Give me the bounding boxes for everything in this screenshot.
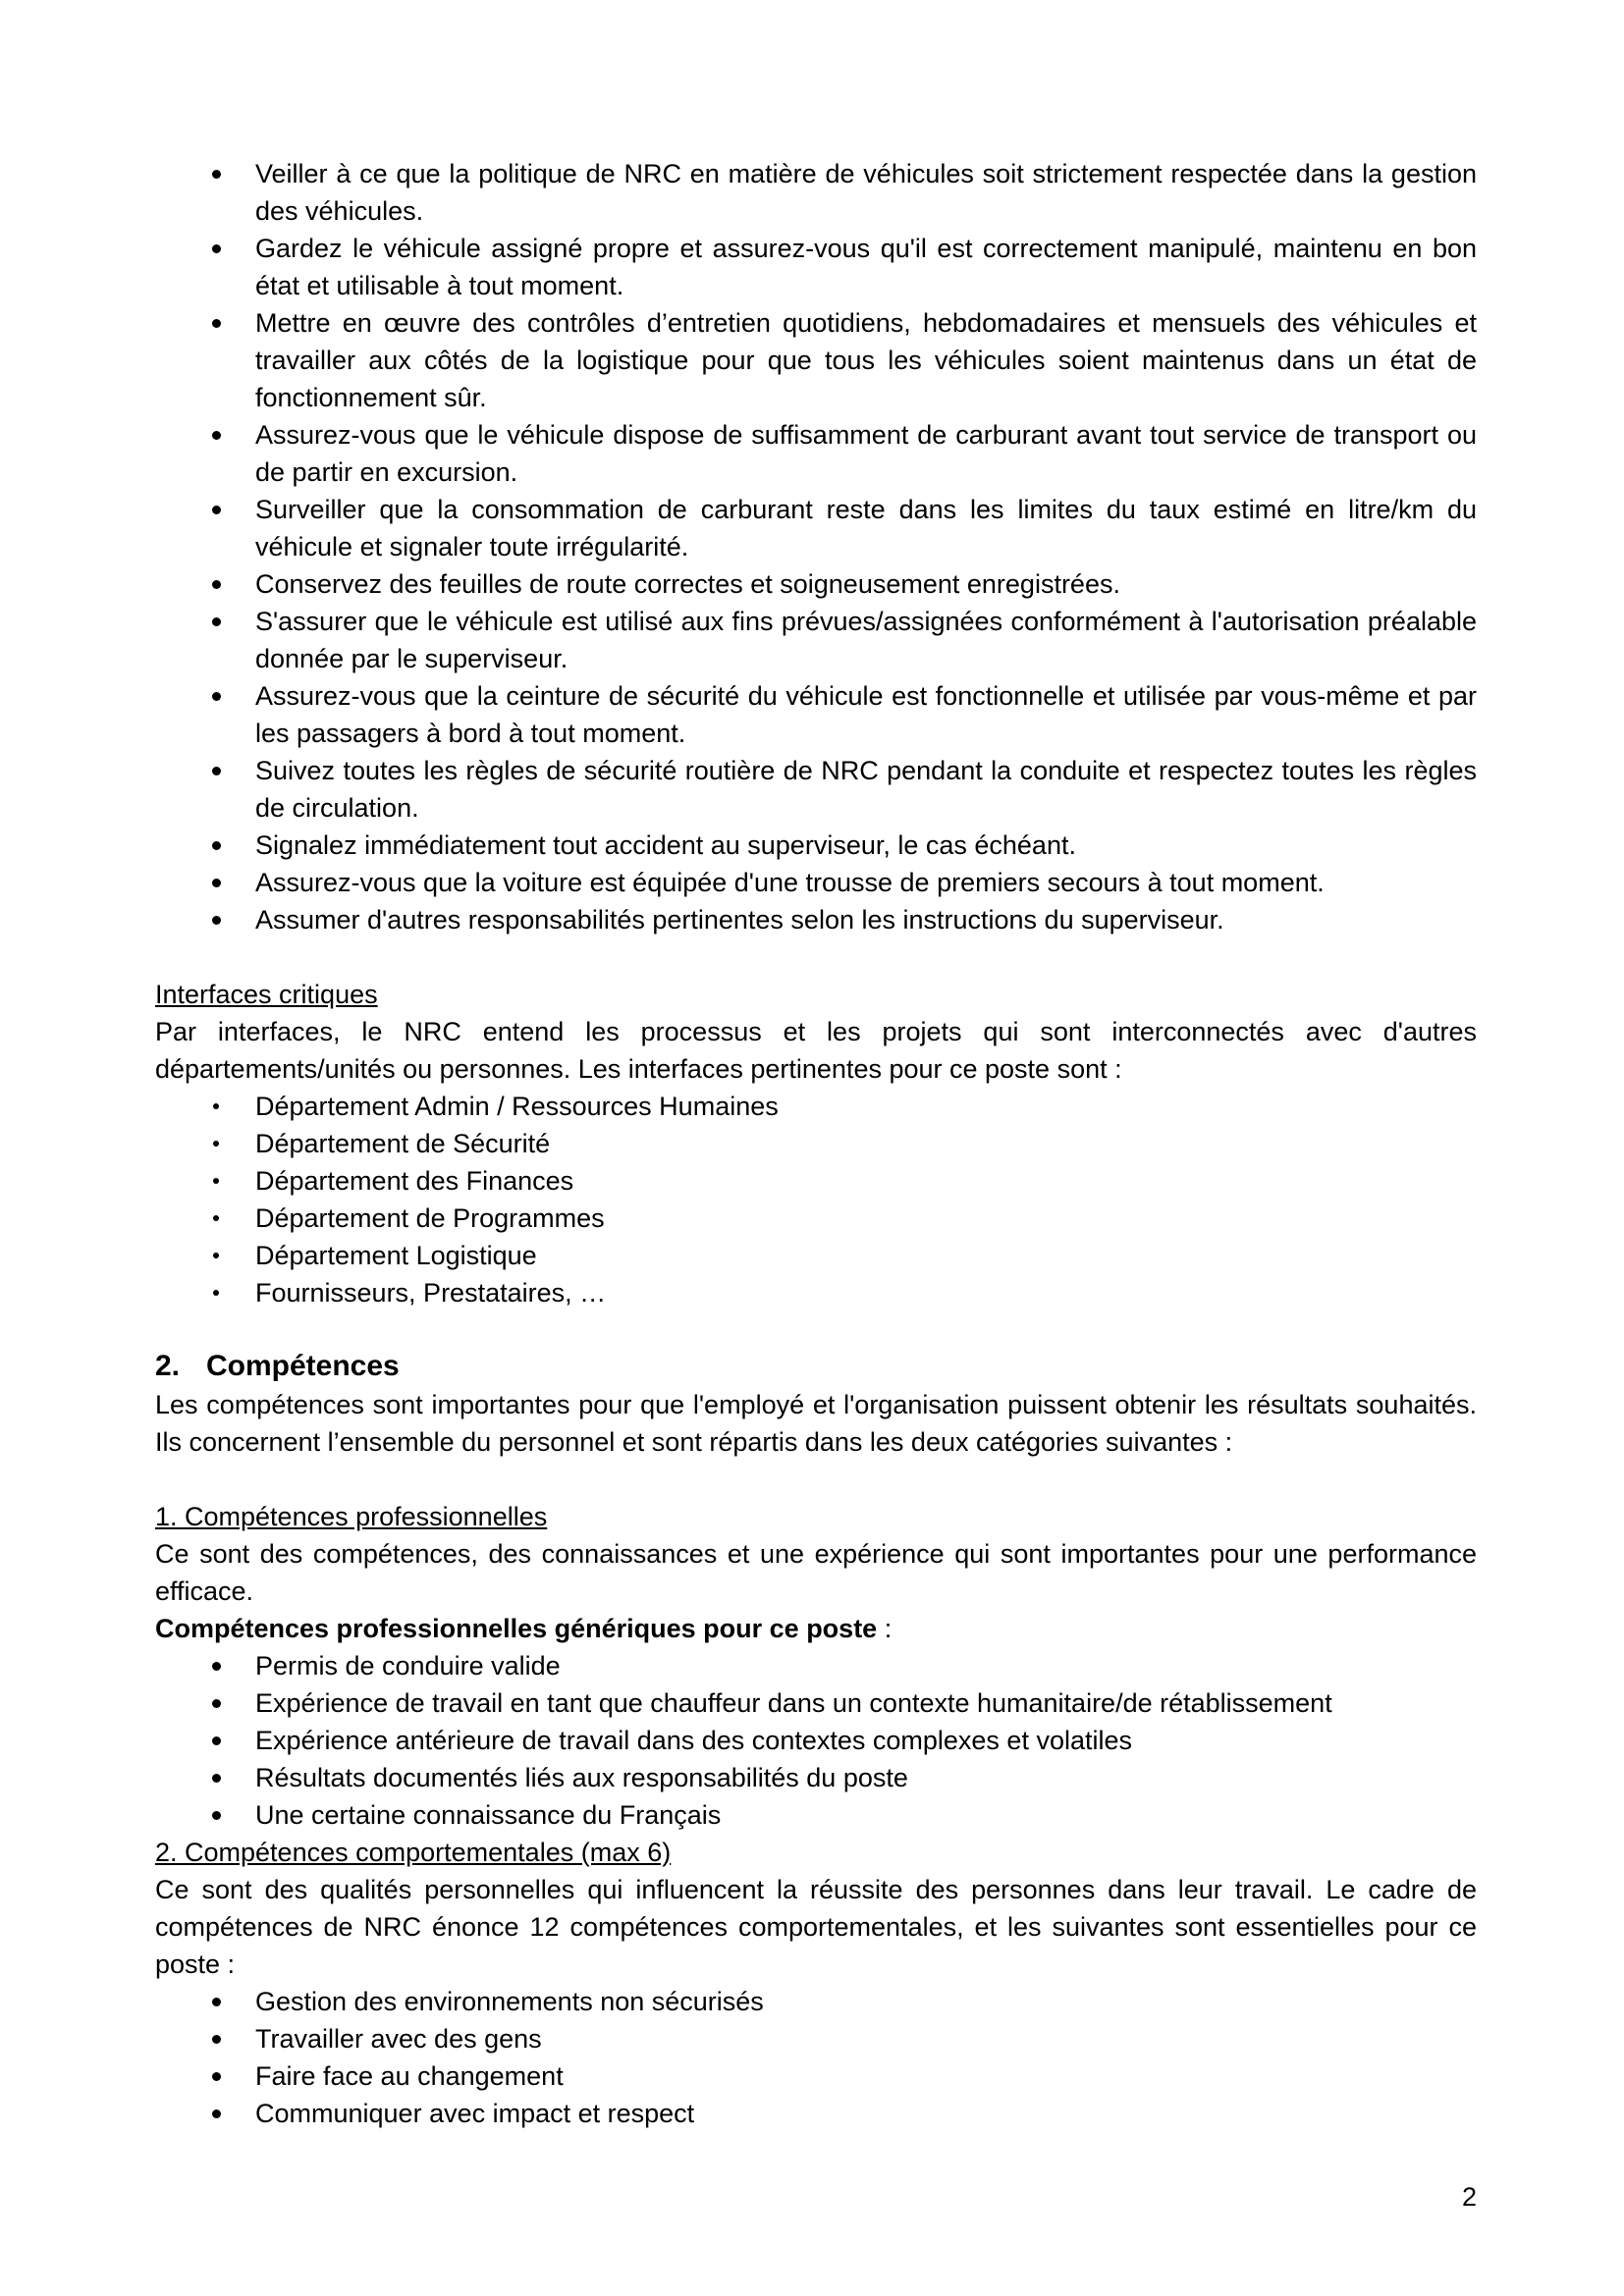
interfaces-list bbox=[155, 1088, 1477, 1311]
bullet-icon bbox=[212, 431, 221, 440]
bullet-icon bbox=[213, 1178, 219, 1184]
list-item: Assumer d'autres responsabilités pertinentes selon les instructions du superviseur. bbox=[155, 901, 1477, 938]
responsibilities-list bbox=[155, 155, 1477, 938]
list-item: Assurez-vous que la voiture est équipée d'une trousse de premiers secours à tout moment. bbox=[155, 864, 1477, 901]
bullet-icon bbox=[212, 319, 221, 328]
interfaces-heading: Interfaces critiques bbox=[155, 980, 378, 1009]
bullet-icon bbox=[213, 1103, 219, 1109]
bullet-icon bbox=[212, 767, 221, 775]
bullet-icon bbox=[212, 692, 221, 701]
behavioural-heading: 2. Compétences comportementales (max 6) bbox=[155, 1838, 672, 1867]
list-item: Département de Sécurité bbox=[155, 1125, 1477, 1162]
bullet-icon bbox=[212, 1811, 221, 1820]
bullet-icon bbox=[212, 841, 221, 850]
bullet-icon bbox=[213, 1215, 219, 1221]
list-item: Travailler avec des gens bbox=[155, 2020, 1477, 2057]
bullet-icon bbox=[212, 244, 221, 253]
bullet-icon bbox=[212, 2072, 221, 2081]
list-item: Conservez des feuilles de route correctes et soigneusement enregistrées. bbox=[155, 565, 1477, 603]
list-item: Département Logistique bbox=[155, 1237, 1477, 1274]
document-body bbox=[155, 155, 1477, 2132]
list-item: Une certaine connaissance du Français bbox=[155, 1796, 1477, 1834]
list-item: Expérience antérieure de travail dans des contextes complexes et volatiles bbox=[155, 1722, 1477, 1759]
behavioural-list bbox=[155, 1983, 1477, 2132]
bullet-icon bbox=[213, 1290, 219, 1296]
list-item: Assurez-vous que la ceinture de sécurité du véhicule est fonctionnelle et utilisée par vous-même et par les passagers à bord à tout moment. bbox=[155, 677, 1477, 752]
bullet-icon bbox=[213, 1141, 219, 1147]
spacer bbox=[155, 1461, 1477, 1498]
list-item: Permis de conduire valide bbox=[155, 1647, 1477, 1684]
professional-list bbox=[155, 1647, 1477, 1834]
list-item: Communiquer avec impact et respect bbox=[155, 2095, 1477, 2132]
bullet-icon bbox=[212, 1662, 221, 1671]
spacer bbox=[155, 1311, 1477, 1347]
bullet-icon bbox=[212, 2035, 221, 2044]
list-item: Gardez le véhicule assigné propre et assurez-vous qu'il est correctement manipulé, maintenu en bon état et utilisable à tout moment. bbox=[155, 230, 1477, 304]
list-item: Département des Finances bbox=[155, 1162, 1477, 1200]
list-item: Expérience de travail en tant que chauffeur dans un contexte humanitaire/de rétablissement bbox=[155, 1684, 1477, 1722]
behavioural-intro: Ce sont des qualités personnelles qui influencent la réussite des personnes dans leur travail. Le cadre de compétences de NRC énonce 12 compétences comportementales, et les suivantes sont essentielles pour ce poste : bbox=[155, 1875, 1477, 1979]
list-item: Veiller à ce que la politique de NRC en matière de véhicules soit strictement respectée dans la gestion des véhicules. bbox=[155, 155, 1477, 230]
list-item: Fournisseurs, Prestataires, … bbox=[155, 1274, 1477, 1311]
spacer bbox=[155, 938, 1477, 976]
section-heading: 2. Compétences bbox=[155, 1350, 400, 1382]
professional-heading: 1. Compétences professionnelles bbox=[155, 1502, 548, 1531]
bullet-icon bbox=[212, 506, 221, 514]
list-item: Suivez toutes les règles de sécurité routière de NRC pendant la conduite et respectez toutes les règles de circulation. bbox=[155, 752, 1477, 827]
bullet-icon bbox=[212, 2109, 221, 2118]
bullet-icon bbox=[212, 1774, 221, 1783]
list-item: Mettre en œuvre des contrôles d’entretien quotidiens, hebdomadaires et mensuels des véhicules et travailler aux côtés de la logistique pour que tous les véhicules soient maintenus dans un état de fonctionnement sûr. bbox=[155, 304, 1477, 416]
bullet-icon bbox=[212, 617, 221, 626]
interfaces-intro: Par interfaces, le NRC entend les processus et les projets qui sont interconnectés avec d'autres départements/unités ou personnes. Les interfaces pertinentes pour ce poste sont : bbox=[155, 1017, 1477, 1084]
bullet-icon bbox=[212, 916, 221, 925]
generic-competences-label: Compétences professionnelles génériques pour ce poste : bbox=[155, 1614, 893, 1643]
bullet-icon bbox=[212, 1998, 221, 2006]
bullet-icon bbox=[212, 170, 221, 179]
list-item: Faire face au changement bbox=[155, 2057, 1477, 2095]
bullet-icon bbox=[212, 879, 221, 887]
list-item: Département Admin / Ressources Humaines bbox=[155, 1088, 1477, 1125]
bullet-icon bbox=[212, 1699, 221, 1708]
bullet-icon bbox=[212, 1736, 221, 1745]
bullet-icon bbox=[212, 580, 221, 589]
list-item: Résultats documentés liés aux responsabilités du poste bbox=[155, 1759, 1477, 1796]
page-number: 2 bbox=[1461, 2182, 1477, 2212]
list-item: Département de Programmes bbox=[155, 1200, 1477, 1237]
bullet-icon bbox=[213, 1253, 219, 1258]
list-item: Assurez-vous que le véhicule dispose de suffisamment de carburant avant tout service de transport ou de partir en excursion. bbox=[155, 416, 1477, 491]
list-item: Signalez immédiatement tout accident au superviseur, le cas échéant. bbox=[155, 827, 1477, 864]
list-item: Gestion des environnements non sécurisés bbox=[155, 1983, 1477, 2020]
competences-intro: Les compétences sont importantes pour que l'employé et l'organisation puissent obtenir les résultats souhaités. Ils concernent l’ensemble du personnel et sont répartis dans les deux catégories suivantes : bbox=[155, 1390, 1477, 1457]
list-item: Surveiller que la consommation de carburant reste dans les limites du taux estimé en litre/km du véhicule et signaler toute irrégularité. bbox=[155, 491, 1477, 565]
list-item: S'assurer que le véhicule est utilisé aux fins prévues/assignées conformément à l'autorisation préalable donnée par le superviseur. bbox=[155, 603, 1477, 677]
professional-intro: Ce sont des compétences, des connaissances et une expérience qui sont importantes pour une performance efficace. bbox=[155, 1539, 1477, 1606]
